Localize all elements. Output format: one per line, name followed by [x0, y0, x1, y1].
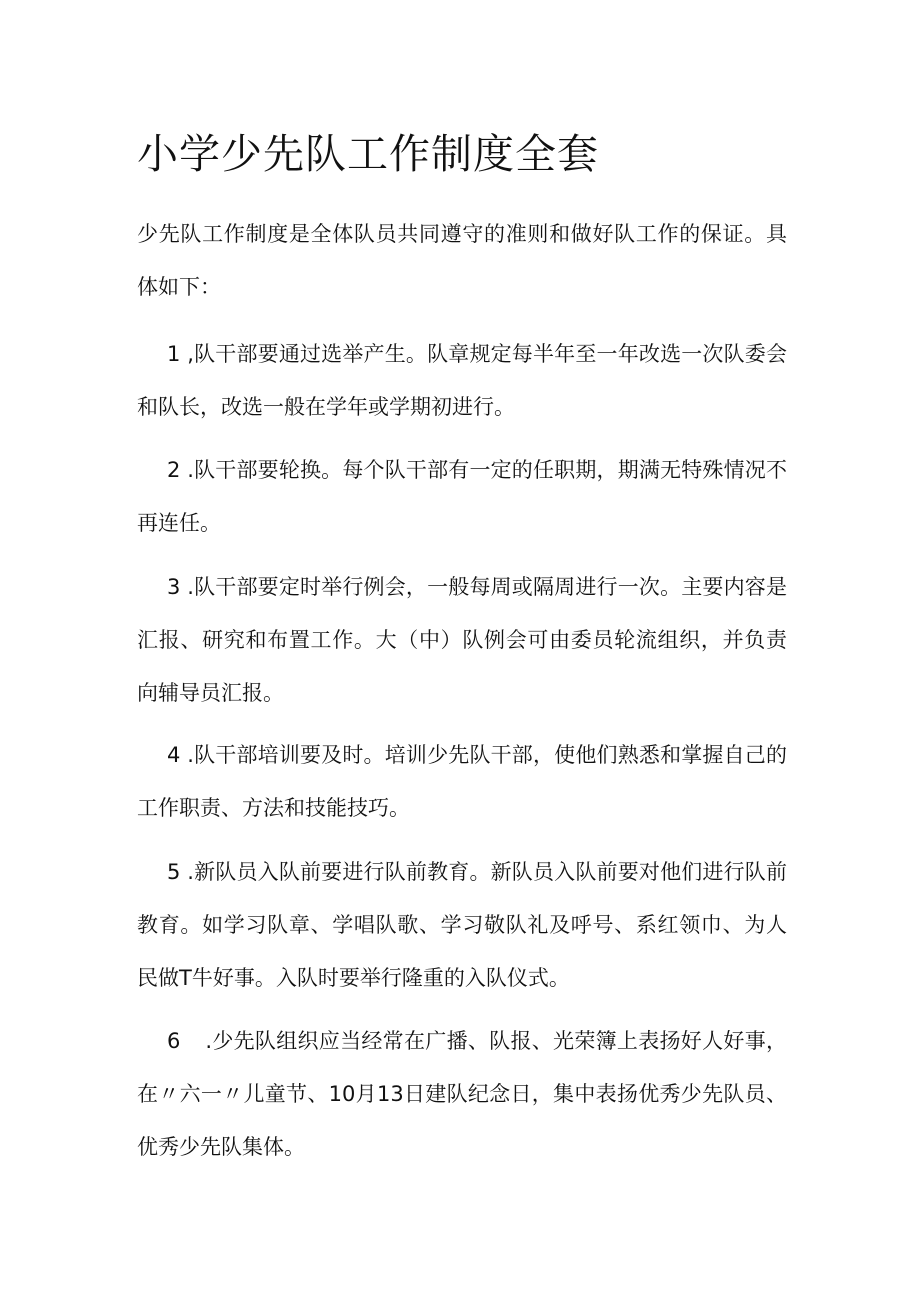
- rule-text: .新队员入队前要进行队前教育。新队员入队前要对他们进行队前教育。如学习队章、学唱队歌、学习敬队礼及呼号、系红领巾、为人民做T牛好事。入队时要举行隆重的入队仪式。: [137, 860, 787, 990]
- rule-text: ,队干部要通过选举产生。队章规定每半年至一年改选一次队委会和队长，改选一般在学年或学期初进行。: [137, 342, 787, 419]
- rule-text: .队干部要轮换。每个队干部有一定的任职期，期满无特殊情况不再连任。: [137, 458, 787, 535]
- rule-number: 1: [167, 342, 181, 366]
- rule-item-2: [137, 444, 787, 550]
- rule-item-6: [137, 1015, 787, 1174]
- rule-number: 6: [167, 1029, 181, 1053]
- rule-number: 3: [167, 575, 181, 599]
- rule-item-1: [137, 328, 787, 434]
- document-title: 小学少先队工作制度全套: [137, 130, 599, 178]
- rule-number: 2: [167, 458, 181, 482]
- rule-number: 5: [167, 860, 181, 884]
- intro-paragraph: 少先队工作制度是全体队员共同遵守的准则和做好队工作的保证。具体如下：: [137, 222, 787, 299]
- rule-number: 4: [167, 743, 181, 767]
- rule-text: .少先队组织应当经常在广播、队报、光荣簿上表扬好人好事，在〃六一〃儿童节、10月13日建队纪念日，集中表扬优秀少先队员、优秀少先队集体。: [137, 1029, 787, 1159]
- rule-item-4: [137, 729, 787, 835]
- rule-text: .队干部培训要及时。培训少先队干部，使他们熟悉和掌握自己的工作职责、方法和技能技巧。: [137, 743, 787, 820]
- rule-text: .队干部要定时举行例会，一般每周或隔周进行一次。主要内容是汇报、研究和布置工作。大（中）队例会可由委员轮流组织，并负责向辅导员汇报。: [137, 575, 787, 705]
- rule-item-3: [137, 561, 787, 720]
- rule-item-5: [137, 846, 787, 1005]
